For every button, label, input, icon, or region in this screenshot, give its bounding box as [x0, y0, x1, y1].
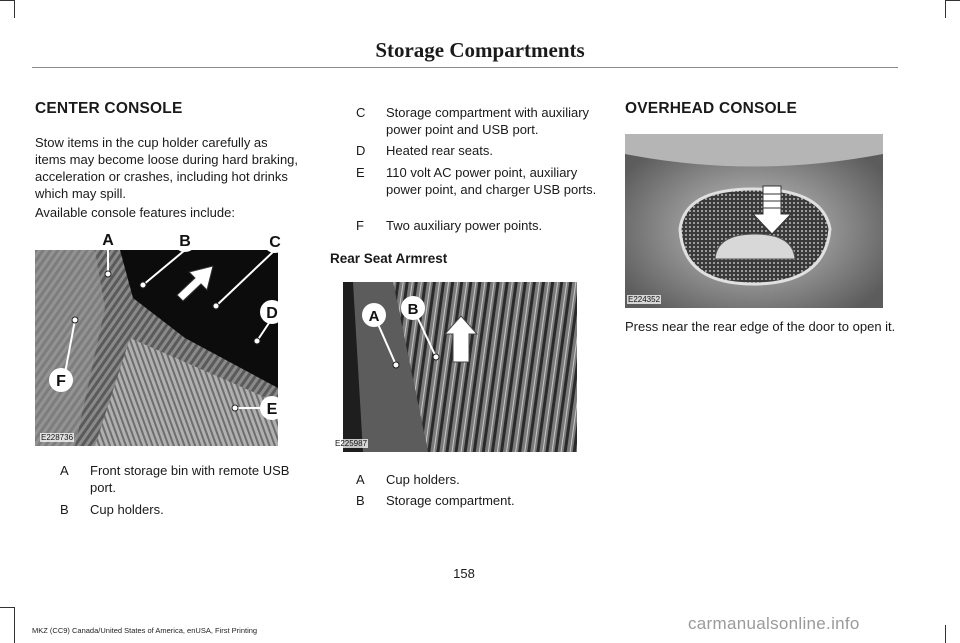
rear-armrest-heading: Rear Seat Armrest [330, 251, 448, 266]
legend-key: A [60, 463, 69, 478]
legend-item-e [356, 164, 602, 198]
overhead-console-heading: OVERHEAD CONSOLE [625, 100, 797, 117]
page-title: Storage Compartments [375, 38, 585, 62]
legend-text: Two auxiliary power points. [386, 218, 543, 233]
crop-mark [14, 607, 15, 643]
figure-code: E228736 [41, 433, 74, 442]
armrest-item-b [356, 492, 602, 509]
document-info: MKZ (CC9) Canada/United States of America, enUSA, First Printing [32, 626, 258, 635]
callout-a: A [102, 232, 114, 249]
legend-text: Storage compartment. [386, 493, 515, 508]
figure-code: E224352 [628, 295, 661, 304]
legend-key: C [356, 105, 366, 120]
watermark: carmanualsonline.info [688, 614, 860, 633]
console-features-intro: Available console features include: [35, 205, 235, 220]
crop-mark [946, 0, 960, 1]
legend-text: Heated rear seats. [386, 143, 493, 158]
callout-d: D [266, 305, 278, 322]
armrest-callout-b: B [407, 301, 419, 318]
legend-text: Front storage bin with remote USB port. [90, 463, 290, 495]
center-console-figure [35, 228, 281, 446]
center-console-intro: Stow items in the cup holder carefully as items may become loose during hard braking, acceleration or crashes, including hot drinks which may spill. [35, 135, 299, 201]
legend-item-d [356, 142, 602, 159]
callout-b: B [179, 233, 191, 250]
legend-text: Cup holders. [386, 472, 460, 487]
page-number: 158 [453, 566, 475, 581]
armrest-callout-a: A [368, 308, 380, 325]
crop-mark [14, 0, 15, 18]
legend-item-f [356, 217, 602, 234]
crop-mark [945, 0, 946, 18]
overhead-console-text: Press near the rear edge of the door to open it. [625, 319, 896, 334]
crop-mark [945, 625, 946, 643]
rear-armrest-figure [333, 282, 577, 452]
callout-c: C [269, 234, 281, 251]
legend-item-b [60, 501, 305, 518]
callout-f: F [56, 373, 66, 390]
title-divider [32, 67, 898, 68]
figure-code: E225987 [335, 439, 368, 448]
legend-key: A [356, 472, 365, 487]
center-console-heading: CENTER CONSOLE [35, 100, 183, 117]
legend-key: D [356, 143, 366, 158]
legend-key: E [356, 165, 365, 180]
legend-text: Cup holders. [90, 502, 164, 517]
legend-text: 110 volt AC power point, auxiliary power point, and charger USB ports. [386, 165, 597, 197]
legend-text: Storage compartment with auxiliary power point and USB port. [386, 105, 590, 137]
legend-item-a [60, 462, 305, 496]
legend-key: B [60, 502, 69, 517]
legend-item-c [356, 104, 602, 138]
crop-mark [0, 607, 14, 608]
armrest-item-a [356, 471, 602, 488]
crop-mark [0, 0, 14, 1]
legend-key: B [356, 493, 365, 508]
overhead-console-figure [625, 134, 883, 308]
callout-e: E [266, 401, 278, 418]
legend-key: F [356, 218, 364, 233]
